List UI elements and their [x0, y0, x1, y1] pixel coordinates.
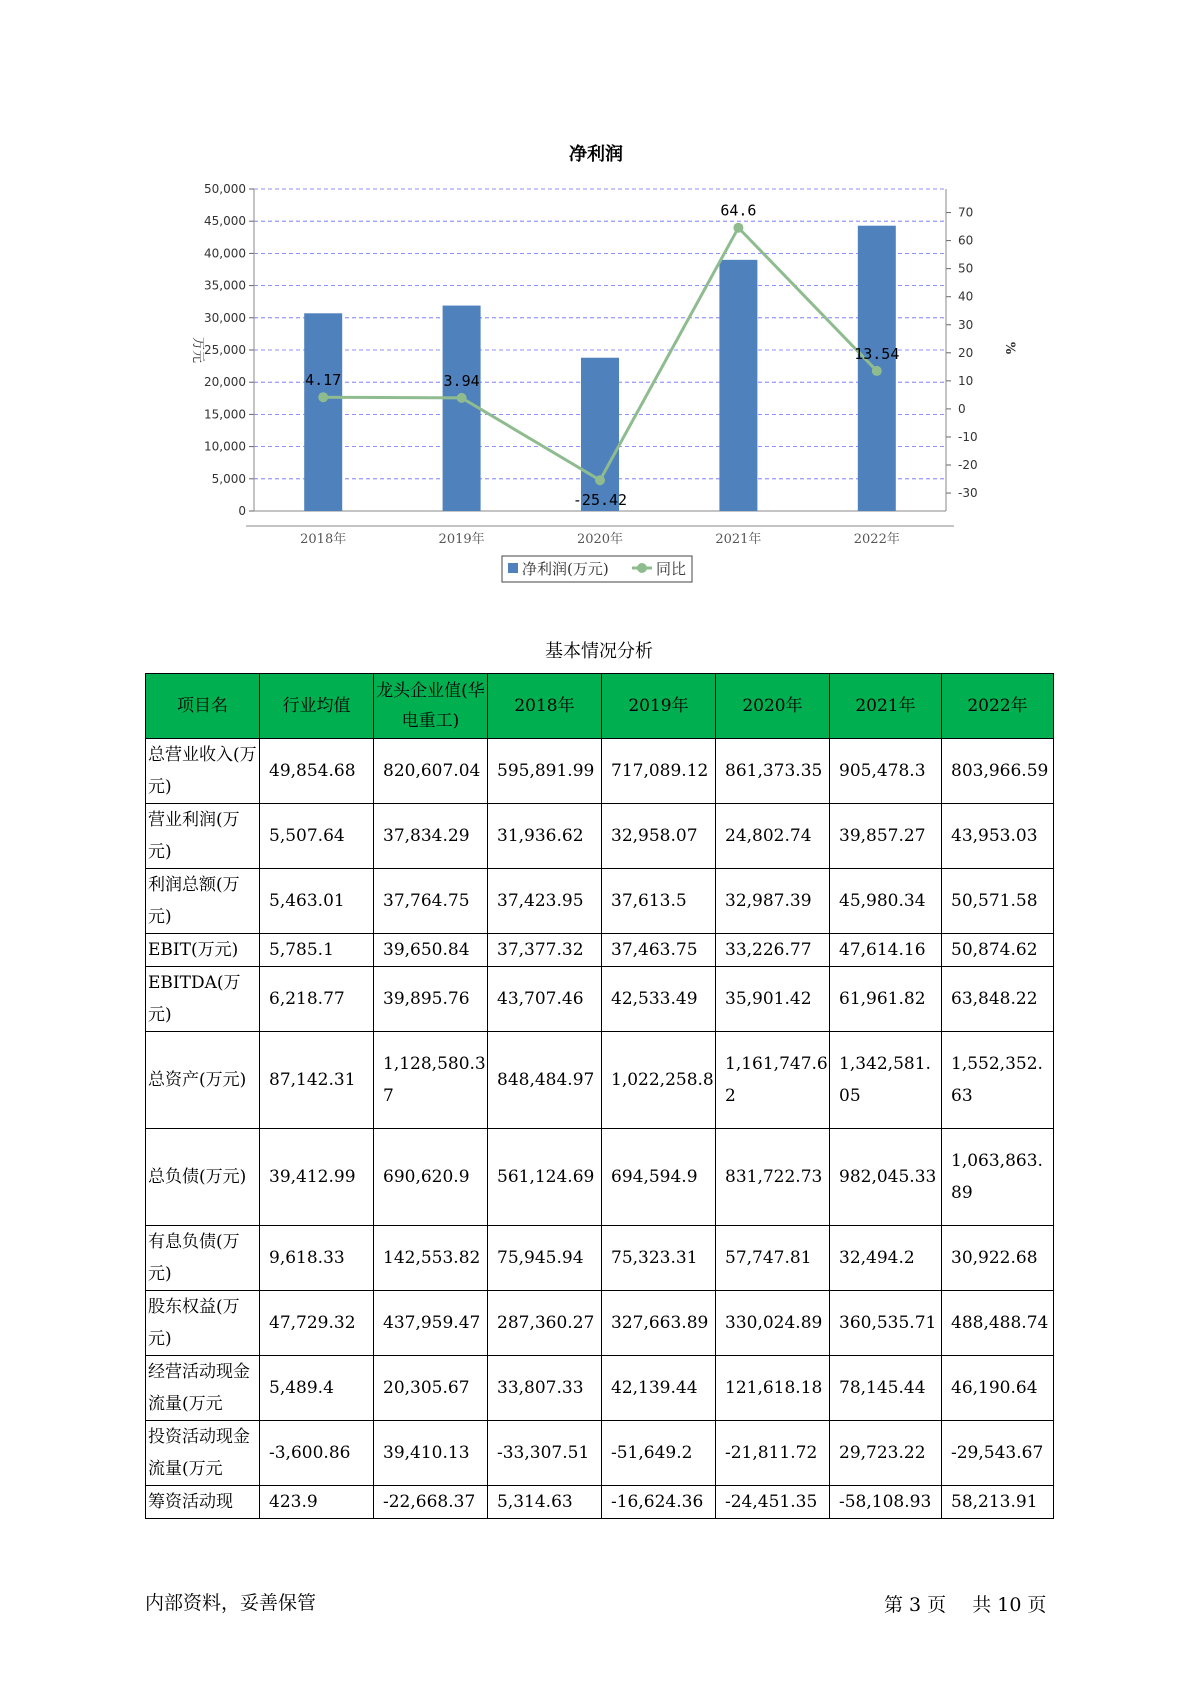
value-cell: -58,108.93	[830, 1486, 942, 1519]
value-cell: 37,463.75	[602, 934, 716, 967]
value-cell: 330,024.89	[716, 1291, 830, 1356]
value-cell: 37,834.29	[374, 804, 488, 869]
value-cell: 287,360.27	[488, 1291, 602, 1356]
value-cell: 5,463.01	[260, 869, 374, 934]
value-cell: 5,314.63	[488, 1486, 602, 1519]
value-cell: 1,063,863.89	[942, 1129, 1054, 1226]
value-cell: 1,161,747.62	[716, 1032, 830, 1129]
value-cell: 595,891.99	[488, 739, 602, 804]
page-total: 10	[997, 1594, 1022, 1616]
page-prefix: 第	[884, 1594, 904, 1616]
table-row	[146, 1421, 1054, 1486]
bar	[443, 306, 481, 511]
value-cell: 61,961.82	[830, 967, 942, 1032]
value-cell: 861,373.35	[716, 739, 830, 804]
value-cell: 831,722.73	[716, 1129, 830, 1226]
header-industry-avg: 行业均值	[260, 674, 374, 739]
yoy-point	[457, 393, 467, 403]
value-cell: 47,729.32	[260, 1291, 374, 1356]
yoy-point	[595, 475, 605, 485]
legend-bar-label: 净利润(万元)	[522, 560, 609, 578]
row-label-cell: 总营业收入(万元)	[146, 739, 260, 804]
legend-line-label: 同比	[656, 560, 687, 578]
header-2018: 2018年	[488, 674, 602, 739]
value-cell: 37,764.75	[374, 869, 488, 934]
header-item-name: 项目名	[146, 674, 260, 739]
value-cell: 33,226.77	[716, 934, 830, 967]
y-tick-label: 30,000	[204, 310, 246, 325]
row-label-cell: EBIT(万元)	[146, 934, 260, 967]
value-cell: 39,857.27	[830, 804, 942, 869]
value-cell: -33,307.51	[488, 1421, 602, 1486]
value-cell: 5,507.64	[260, 804, 374, 869]
y2-tick-label: -10	[958, 429, 978, 444]
value-cell: -16,624.36	[602, 1486, 716, 1519]
data-label: 64.6	[720, 201, 757, 220]
row-label-cell: 筹资活动现	[146, 1486, 260, 1519]
value-cell: 1,022,258.8	[602, 1032, 716, 1129]
value-cell: -22,668.37	[374, 1486, 488, 1519]
footer-page-number	[884, 1590, 1052, 1617]
value-cell: 42,139.44	[602, 1356, 716, 1421]
footer-confidential-note: 内部资料，妥善保管	[145, 1592, 317, 1614]
bar	[719, 260, 757, 511]
y-tick-label: 20,000	[204, 375, 246, 390]
yoy-point	[733, 223, 743, 233]
value-cell: 5,489.4	[260, 1356, 374, 1421]
row-label-cell: 投资活动现金流量(万元	[146, 1421, 260, 1486]
y2-tick-label: -20	[958, 458, 978, 472]
x-tick-label: 2020年	[576, 532, 624, 547]
value-cell: 43,953.03	[942, 804, 1054, 869]
chart-title: 净利润	[569, 144, 623, 165]
value-cell: 63,848.22	[942, 967, 1054, 1032]
value-cell: 31,936.62	[488, 804, 602, 869]
y-axis-label: 万元	[190, 336, 205, 364]
y2-tick-label: -30	[958, 486, 978, 501]
total-unit: 页	[1027, 1594, 1047, 1616]
table-row	[146, 1226, 1054, 1291]
value-cell: 32,958.07	[602, 804, 716, 869]
bar	[304, 313, 342, 511]
value-cell: 982,045.33	[830, 1129, 942, 1226]
value-cell: -24,451.35	[716, 1486, 830, 1519]
header-2021: 2021年	[830, 674, 942, 739]
value-cell: 437,959.47	[374, 1291, 488, 1356]
value-cell: 43,707.46	[488, 967, 602, 1032]
data-label: -25.42	[572, 491, 628, 510]
value-cell: 37,377.32	[488, 934, 602, 967]
value-cell: 37,423.95	[488, 869, 602, 934]
value-cell: 75,945.94	[488, 1226, 602, 1291]
y-tick-label: 10,000	[204, 439, 246, 454]
data-label: 3.94	[443, 371, 480, 390]
data-label: 13.54	[854, 344, 900, 363]
header-2020: 2020年	[716, 674, 830, 739]
value-cell: 9,618.33	[260, 1226, 374, 1291]
legend-line-marker	[637, 563, 647, 573]
table-row	[146, 1356, 1054, 1421]
net-profit-chart	[0, 0, 1191, 600]
net-profit-chart-section	[0, 0, 1191, 600]
bar	[581, 358, 619, 511]
y2-tick-label: 60	[958, 233, 974, 248]
table-row	[146, 1486, 1054, 1519]
value-cell: -21,811.72	[716, 1421, 830, 1486]
value-cell: -29,543.67	[942, 1421, 1054, 1486]
row-label-cell: 有息负债(万元)	[146, 1226, 260, 1291]
x-tick-label: 2018年	[300, 532, 347, 547]
legend-bar-swatch	[508, 563, 518, 573]
value-cell: 58,213.91	[942, 1486, 1054, 1519]
total-prefix: 共	[972, 1594, 992, 1616]
table-row	[146, 1129, 1054, 1226]
value-cell: 1,552,352.63	[942, 1032, 1054, 1129]
table-row	[146, 739, 1054, 804]
value-cell: 57,747.81	[716, 1226, 830, 1291]
value-cell: 121,618.18	[716, 1356, 830, 1421]
value-cell: 32,987.39	[716, 869, 830, 934]
value-cell: 690,620.9	[374, 1129, 488, 1226]
y2-tick-label: 30	[958, 317, 974, 332]
row-label-cell: 利润总额(万元)	[146, 869, 260, 934]
table-row	[146, 1291, 1054, 1356]
value-cell: 717,089.12	[602, 739, 716, 804]
row-label-cell: 经营活动现金流量(万元	[146, 1356, 260, 1421]
value-cell: 327,663.89	[602, 1291, 716, 1356]
row-label-cell: 总负债(万元)	[146, 1129, 260, 1226]
y-tick-label: 35,000	[204, 278, 246, 293]
value-cell: 360,535.71	[830, 1291, 942, 1356]
header-leader-value: 龙头企业值(华电重工)	[374, 674, 488, 739]
y2-tick-label: 0	[958, 401, 966, 416]
value-cell: 694,594.9	[602, 1129, 716, 1226]
value-cell: 5,785.1	[260, 934, 374, 967]
value-cell: 33,807.33	[488, 1356, 602, 1421]
value-cell: 50,874.62	[942, 934, 1054, 967]
value-cell: 42,533.49	[602, 967, 716, 1032]
value-cell: 39,650.84	[374, 934, 488, 967]
value-cell: 561,124.69	[488, 1129, 602, 1226]
row-label-cell: EBITDA(万元)	[146, 967, 260, 1032]
y2-axis-label: %	[1002, 341, 1017, 355]
page-current: 3	[909, 1594, 922, 1616]
value-cell: 39,895.76	[374, 967, 488, 1032]
row-label-cell: 股东权益(万元)	[146, 1291, 260, 1356]
y-tick-label: 50,000	[204, 182, 246, 196]
value-cell: 39,412.99	[260, 1129, 374, 1226]
header-2022: 2022年	[942, 674, 1054, 739]
value-cell: 905,478.3	[830, 739, 942, 804]
value-cell: 30,922.68	[942, 1226, 1054, 1291]
value-cell: 46,190.64	[942, 1356, 1054, 1421]
value-cell: 45,980.34	[830, 869, 942, 934]
value-cell: 37,613.5	[602, 869, 716, 934]
table-header-row	[146, 674, 1054, 739]
row-label-cell: 营业利润(万元)	[146, 804, 260, 869]
value-cell: -3,600.86	[260, 1421, 374, 1486]
value-cell: 6,218.77	[260, 967, 374, 1032]
table-row	[146, 934, 1054, 967]
x-tick-label: 2019年	[438, 532, 485, 547]
value-cell: 50,571.58	[942, 869, 1054, 934]
value-cell: 49,854.68	[260, 739, 374, 804]
table-row	[146, 1032, 1054, 1129]
value-cell: 75,323.31	[602, 1226, 716, 1291]
value-cell: 142,553.82	[374, 1226, 488, 1291]
value-cell: 820,607.04	[374, 739, 488, 804]
y2-tick-label: 10	[958, 373, 974, 388]
value-cell: 35,901.42	[716, 967, 830, 1032]
value-cell: 47,614.16	[830, 934, 942, 967]
y-tick-label: 45,000	[204, 214, 246, 229]
value-cell: 20,305.67	[374, 1356, 488, 1421]
basic-analysis-table	[145, 673, 1054, 1519]
header-2019: 2019年	[602, 674, 716, 739]
y-tick-label: 5,000	[211, 471, 246, 486]
table-row	[146, 869, 1054, 934]
value-cell: 87,142.31	[260, 1032, 374, 1129]
value-cell: 848,484.97	[488, 1032, 602, 1129]
data-label: 4.17	[305, 371, 342, 390]
y-tick-label: 25,000	[204, 343, 246, 357]
yoy-point	[872, 366, 882, 376]
value-cell: 1,342,581.05	[830, 1032, 942, 1129]
value-cell: 32,494.2	[830, 1226, 942, 1291]
y2-tick-label: 50	[958, 261, 974, 276]
table-caption: 基本情况分析	[545, 641, 653, 662]
value-cell: 78,145.44	[830, 1356, 942, 1421]
y-tick-label: 15,000	[204, 407, 246, 422]
value-cell: -51,649.2	[602, 1421, 716, 1486]
value-cell: 1,128,580.37	[374, 1032, 488, 1129]
value-cell: 803,966.59	[942, 739, 1054, 804]
y-tick-label: 0	[238, 504, 246, 518]
row-label-cell: 总资产(万元)	[146, 1032, 260, 1129]
value-cell: 39,410.13	[374, 1421, 488, 1486]
x-tick-label: 2022年	[853, 532, 900, 547]
table-row	[146, 804, 1054, 869]
value-cell: 24,802.74	[716, 804, 830, 869]
page-unit: 页	[927, 1594, 947, 1616]
y-tick-label: 40,000	[204, 246, 246, 261]
y2-tick-label: 20	[958, 345, 974, 360]
value-cell: 423.9	[260, 1486, 374, 1519]
y2-tick-label: 70	[958, 205, 974, 220]
value-cell: 29,723.22	[830, 1421, 942, 1486]
x-tick-label: 2021年	[715, 532, 762, 547]
table-row	[146, 967, 1054, 1032]
y2-tick-label: 40	[958, 289, 974, 304]
yoy-point	[318, 392, 328, 402]
value-cell: 488,488.74	[942, 1291, 1054, 1356]
